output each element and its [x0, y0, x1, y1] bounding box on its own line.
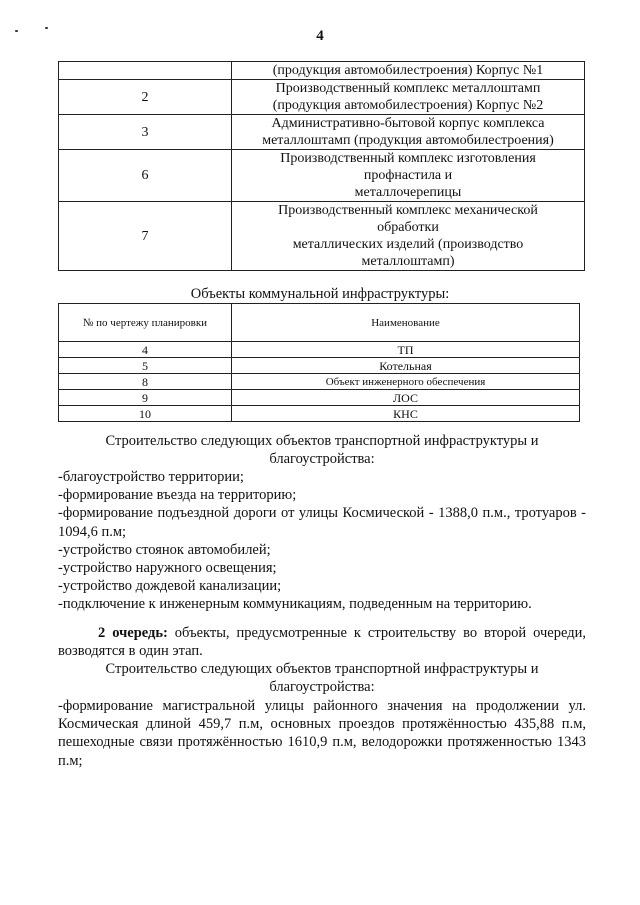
page-number: 4 [316, 28, 324, 44]
table-row [59, 358, 580, 374]
object-name: КНС [232, 406, 580, 422]
description-line: (продукция автомобилестроения) Корпус №2 [272, 98, 544, 113]
table-row [59, 202, 585, 271]
table-row [59, 62, 585, 80]
list-item: -формирование магистральной улицы районного значения на продолжении ул. Космическая длиной 459,7 п.м, основных проездов протяжённостью 435,88 п.м, пешеходные связи протяжённостью 1610,9 п.м, велодорожки протяженностью 1343 п.м; [58, 698, 586, 769]
object-number: 3 [59, 115, 232, 150]
drawing-number: 5 [59, 358, 232, 374]
transport-heading-2: Строительство следующих объектов транспортной инфраструктуры и благоустройства: [105, 661, 539, 696]
drawing-number: 10 [59, 406, 232, 422]
object-name: Котельная [232, 358, 580, 374]
table-row [59, 115, 585, 150]
table-row [59, 80, 585, 115]
description-line: Производственный комплекс изготовления [280, 151, 536, 166]
table-row [59, 406, 580, 422]
improvement-list-2 [58, 697, 586, 770]
description-line: металлоштамп) [361, 254, 455, 269]
industrial-objects-table [58, 61, 585, 271]
drawing-number: 9 [59, 390, 232, 406]
transport-heading-1: Строительство следующих объектов транспортной инфраструктуры и благоустройства: [105, 433, 539, 468]
object-name: ТП [232, 342, 580, 358]
description-line: металлических изделий (производство [292, 237, 524, 252]
description-line: обработки [377, 220, 439, 235]
list-item: -устройство наружного освещения; [58, 560, 277, 577]
object-number: 2 [59, 80, 232, 115]
description-line: профнастила и [363, 168, 453, 183]
table-row [59, 150, 585, 202]
description-line: металлоштамп (продукция автомобилестроения) [262, 133, 554, 148]
description-line: Производственный комплекс металлоштамп [275, 81, 541, 96]
list-item: -формирование въезда на территорию; [58, 487, 297, 504]
object-description [232, 80, 585, 115]
list-item: -устройство дождевой канализации; [58, 578, 282, 595]
object-number [59, 62, 232, 80]
table-row [59, 342, 580, 358]
communal-section-title: Объекты коммунальной инфраструктуры: [190, 286, 450, 302]
table-header-row [59, 304, 580, 342]
list-item: -устройство стоянок автомобилей; [58, 541, 271, 558]
table-row [59, 374, 580, 390]
object-description [232, 115, 585, 150]
communal-objects-table [58, 303, 580, 422]
list-item: -подключение к инженерным коммуникациям, подведенным на территорию. [58, 596, 532, 613]
object-description [232, 62, 585, 80]
list-item: -благоустройство территории; [58, 469, 244, 485]
drawing-number: 8 [59, 374, 232, 390]
object-description [232, 202, 585, 271]
list-item: -формирование подъездной дороги от улицы Космической - 1388,0 п.м., тротуаров - 1094,6 п.м; [58, 505, 586, 540]
second-stage-label: 2 очередь: [98, 625, 168, 641]
table-row [59, 390, 580, 406]
column-header-name: Наименование [232, 304, 580, 342]
second-stage-paragraph: 2 очередь: объекты, предусмотренные к строительству во второй очереди, возводятся в один этап. [58, 625, 586, 660]
description-line: (продукция автомобилестроения) Корпус №1 [272, 63, 544, 78]
improvement-list-1 [58, 468, 586, 614]
object-name: ЛОС [232, 390, 580, 406]
description-line: Производственный комплекс механической [278, 203, 538, 218]
object-number: 7 [59, 202, 232, 271]
object-description [232, 150, 585, 202]
description-line: Административно-бытовой корпус комплекса [271, 116, 545, 131]
object-number: 6 [59, 150, 232, 202]
drawing-number: 4 [59, 342, 232, 358]
description-line: металлочерепицы [354, 185, 462, 200]
object-name: Объект инженерного обеспечения [232, 374, 580, 390]
column-header-number: № по чертежу планировки [59, 304, 232, 342]
